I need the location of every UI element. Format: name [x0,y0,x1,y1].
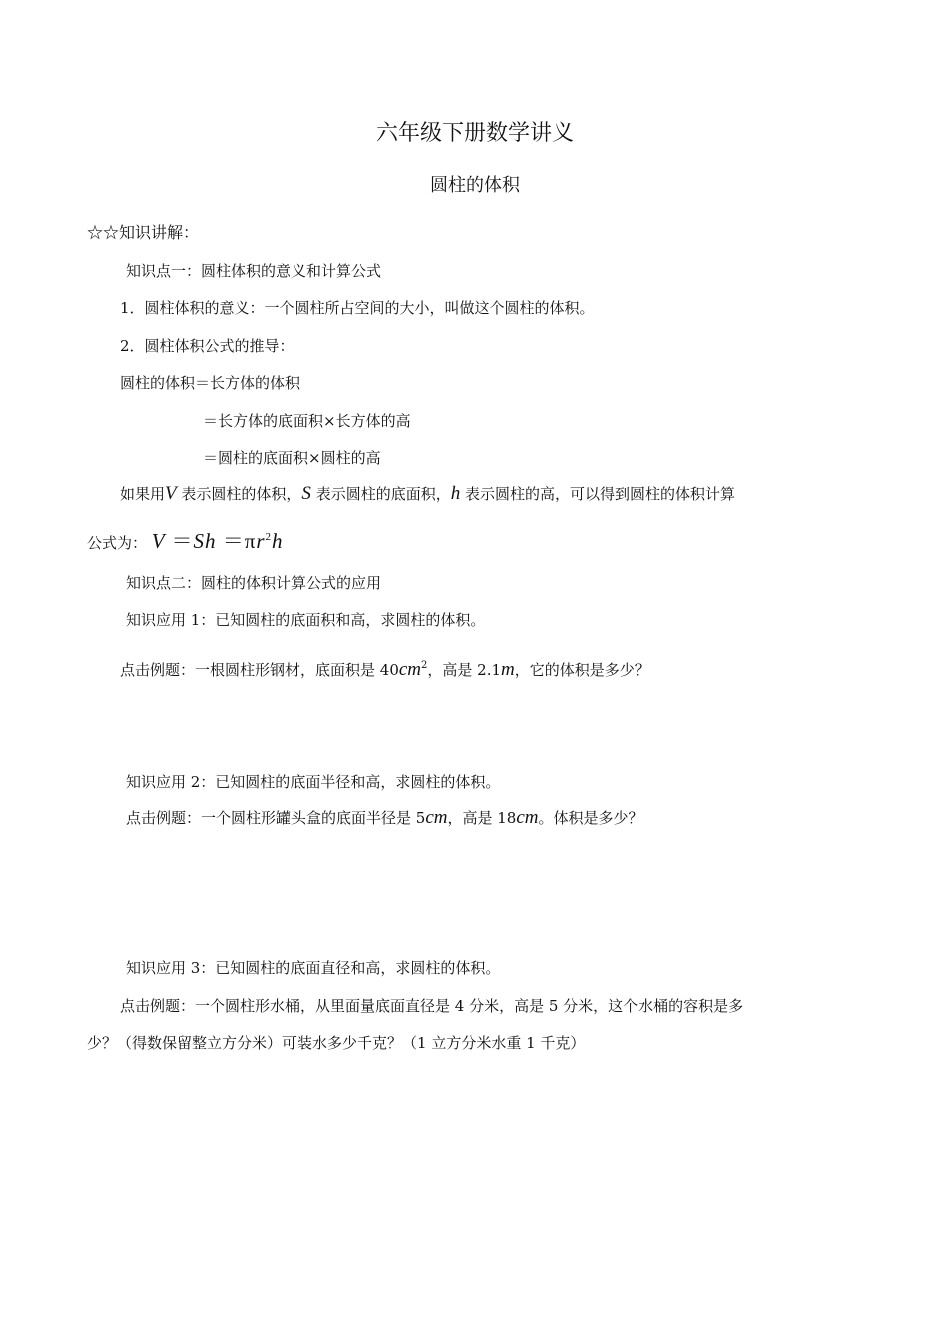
definition-prefix: 如果用 [120,485,166,503]
formula-equals: ＝ [222,529,245,553]
app2-heading: 知识应用 2：已知圆柱的底面半径和高，求圆柱的体积。 [126,773,501,791]
app2-example-text: ，高是 18 [447,809,517,827]
app1-example-text: ，高是 2.1 [427,661,502,679]
var-h: h [450,483,461,504]
app1-heading: 知识应用 1：已知圆柱的底面积和高，求圆柱的体积。 [126,611,486,629]
unit-exponent: 2 [421,660,428,671]
app3-example-line2: 少？（得数保留整立方分米）可装水多少千克？（1 立方分米水重 1 千克） [87,1034,586,1052]
definition-text-s: 表示圆柱的底面积， [315,485,451,503]
app2-example-text: 。体积是多少？ [538,809,644,827]
point1-heading: 知识点一：圆柱体积的意义和计算公式 [126,262,382,280]
app1-example-text: 点击例题：一根圆柱形钢材，底面积是 40 [120,661,399,679]
point1-item2: 2．圆柱体积公式的推导： [120,337,295,355]
formula-v: V [151,529,166,553]
var-v: V [165,483,177,504]
page-title: 六年级下册数学讲义 [375,121,574,146]
var-s: S [301,483,311,504]
definition-line [120,484,735,504]
app1-example [120,656,650,680]
formula-prefix: 公式为： [87,534,148,552]
formula-sh: Sh [193,529,217,553]
definition-text-h: 表示圆柱的高，可以得到圆柱的体积计算 [465,485,736,503]
point1-item1: 1．圆柱体积的意义：一个圆柱所占空间的大小，叫做这个圆柱的体积。 [120,299,595,317]
point2-heading: 知识点二：圆柱的体积计算公式的应用 [126,574,382,592]
derivation-line2: ＝长方体的底面积×长方体的高 [203,412,411,430]
unit-cm: cm [516,807,539,828]
formula-pi: π [244,529,257,553]
formula-r: r [256,529,266,553]
app2-example [126,808,644,828]
formula-equals: ＝ [171,529,194,553]
section-heading: ☆☆知识讲解： [87,223,200,242]
page-subtitle: 圆柱的体积 [430,175,520,196]
formula-line [87,527,284,553]
unit-m: m [501,659,515,680]
formula [152,529,284,553]
app1-example-text: ，它的体积是多少？ [514,661,650,679]
derivation-line3: ＝圆柱的底面积×圆柱的高 [203,449,381,467]
formula-h: h [272,529,284,553]
formula-exponent: 2 [265,531,273,543]
app3-example-line1: 点击例题：一个圆柱形水桶，从里面量底面直径是 4 分米，高是 5 分米，这个水桶的容积是多 [120,997,744,1015]
derivation-line1: 圆柱的体积＝长方体的体积 [120,374,301,392]
definition-text-v: 表示圆柱的体积， [181,485,302,503]
unit-cm: cm [398,659,422,680]
app3-heading: 知识应用 3：已知圆柱的底面直径和高，求圆柱的体积。 [126,959,501,977]
app2-example-text: 点击例题：一个圆柱形罐头盒的底面半径是 5 [126,809,426,827]
unit-cm: cm [425,807,448,828]
